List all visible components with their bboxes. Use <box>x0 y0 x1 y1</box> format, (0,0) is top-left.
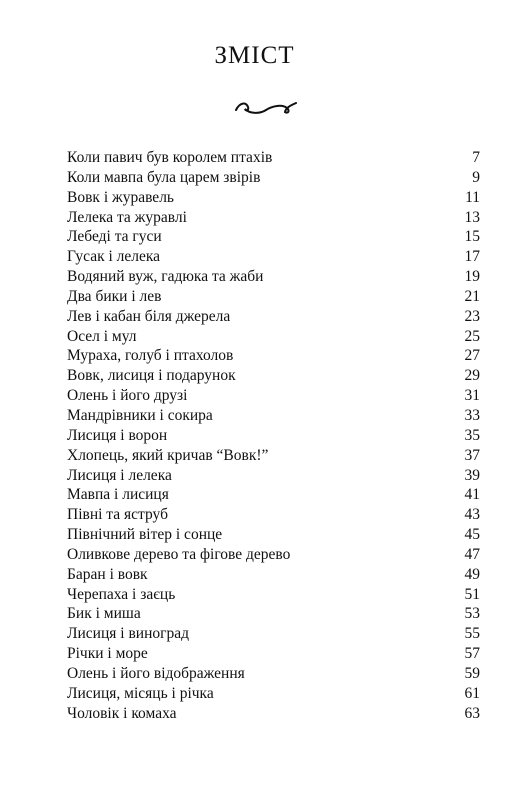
toc-entry-title: Лев і кабан біля джерела <box>67 307 231 325</box>
toc-entry-page-number: 33 <box>464 406 480 424</box>
toc-entry-title: Лелека та журавлі <box>67 208 187 226</box>
toc-entry <box>67 426 480 446</box>
table-of-contents <box>67 148 480 723</box>
toc-entry-page-number: 7 <box>472 149 480 166</box>
toc-entry <box>67 644 480 664</box>
toc-entry-title: Коли мавпа була царем звірів <box>67 168 261 186</box>
toc-entry-title: Лисиця і лелека <box>67 466 172 484</box>
toc-entry-title: Лисиця, місяць і річка <box>67 684 214 702</box>
toc-entry <box>67 664 480 684</box>
toc-entry-page-number: 35 <box>464 426 480 444</box>
toc-entry <box>67 624 480 644</box>
toc-entry-title: Гусак і лелека <box>67 248 161 266</box>
toc-entry-title: Водяний вуж, гадюка та жаби <box>67 268 264 286</box>
toc-entry <box>67 505 480 525</box>
toc-entry-title: Черепаха і заєць <box>67 585 176 603</box>
toc-entry-page-number: 13 <box>464 208 480 226</box>
toc-entry-page-number: 51 <box>464 585 480 603</box>
toc-entry <box>67 446 480 466</box>
toc-entry-title: Чоловік і комаха <box>67 704 177 722</box>
toc-entry <box>67 267 480 287</box>
toc-entry-page-number: 31 <box>464 387 480 405</box>
toc-entry <box>67 684 480 704</box>
toc-entry <box>67 148 480 168</box>
toc-entry-title: Лисиця і ворон <box>67 426 168 444</box>
toc-entry <box>67 188 480 208</box>
toc-entry-title: Баран і вовк <box>67 565 148 583</box>
toc-entry <box>67 386 480 406</box>
toc-entry-page-number: 23 <box>464 307 480 325</box>
toc-entry-page-number: 15 <box>464 228 480 246</box>
toc-entry-page-number: 61 <box>464 684 480 702</box>
toc-entry <box>67 466 480 486</box>
toc-entry-page-number: 21 <box>464 287 480 305</box>
toc-entry-page-number: 49 <box>464 565 480 583</box>
toc-entry <box>67 208 480 228</box>
page-title: ЗМІСТ <box>214 42 295 69</box>
swirl-ornament-icon <box>234 96 298 118</box>
toc-entry <box>67 327 480 347</box>
toc-entry-title: Мавпа і лисиця <box>67 486 169 504</box>
toc-entry-title: Мандрівники і сокира <box>67 406 213 424</box>
toc-entry-page-number: 11 <box>465 188 480 206</box>
toc-entry-page-number: 25 <box>464 327 480 345</box>
toc-entry-title: Лебеді та гуси <box>67 228 162 246</box>
toc-entry <box>67 346 480 366</box>
toc-entry <box>67 287 480 307</box>
toc-entry-title: Коли павич був королем птахів <box>67 149 273 166</box>
toc-entry <box>67 366 480 386</box>
toc-entry <box>67 704 480 724</box>
toc-entry-title: Мураха, голуб і птахолов <box>67 347 234 365</box>
toc-entry-page-number: 63 <box>464 704 480 722</box>
toc-entry-title: Осел і мул <box>67 327 137 345</box>
toc-entry-page-number: 17 <box>464 248 480 266</box>
toc-entry-page-number: 27 <box>464 347 480 365</box>
toc-entry-title: Два бики і лев <box>67 287 162 305</box>
toc-entry <box>67 545 480 565</box>
toc-entry <box>67 247 480 267</box>
toc-entry-page-number: 9 <box>472 168 480 186</box>
toc-entry-page-number: 29 <box>464 367 480 385</box>
toc-entry-page-number: 37 <box>464 446 480 464</box>
toc-entry-title: Олень і його друзі <box>67 387 188 405</box>
toc-entry <box>67 168 480 188</box>
toc-entry <box>67 604 480 624</box>
toc-entry-title: Північний вітер і сонце <box>67 526 223 544</box>
toc-entry <box>67 307 480 327</box>
toc-entry-page-number: 45 <box>464 526 480 544</box>
toc-entry-title: Оливкове дерево та фігове дерево <box>67 545 291 563</box>
toc-entry-page-number: 47 <box>464 545 480 563</box>
toc-entry-title: Вовк, лисиця і подарунок <box>67 367 236 385</box>
toc-entry <box>67 585 480 605</box>
toc-entry-page-number: 59 <box>464 664 480 682</box>
toc-entry <box>67 485 480 505</box>
toc-entry-title: Вовк і журавель <box>67 188 174 206</box>
toc-entry-page-number: 53 <box>464 605 480 623</box>
toc-entry-title: Хлопець, який кричав “Вовк!” <box>67 446 269 464</box>
toc-entry-page-number: 41 <box>464 486 480 504</box>
toc-entry-page-number: 57 <box>464 645 480 663</box>
toc-entry-page-number: 19 <box>464 268 480 286</box>
toc-entry-title: Олень і його відображення <box>67 664 245 682</box>
toc-entry-page-number: 39 <box>464 466 480 484</box>
toc-entry <box>67 525 480 545</box>
toc-entry-title: Річки і море <box>67 645 148 663</box>
toc-entry <box>67 565 480 585</box>
toc-entry-page-number: 43 <box>464 506 480 524</box>
toc-entry-title: Бик і миша <box>67 605 141 623</box>
toc-entry-page-number: 55 <box>464 625 480 643</box>
toc-entry-title: Лисиця і виноград <box>67 625 189 643</box>
toc-entry-title: Півні та яструб <box>67 506 168 524</box>
toc-entry <box>67 406 480 426</box>
toc-entry <box>67 227 480 247</box>
